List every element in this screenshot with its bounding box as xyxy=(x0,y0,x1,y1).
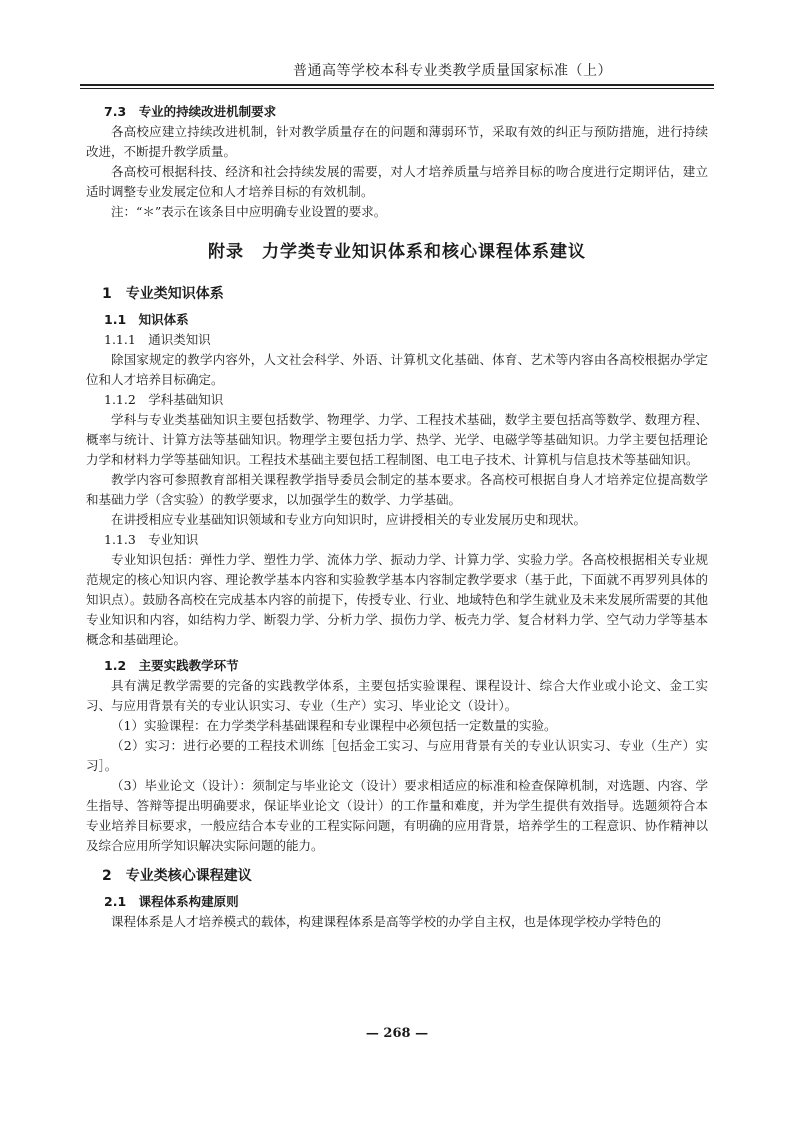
paragraph: 各高校应建立持续改进机制，针对教学质量存在的问题和薄弱环节，采取有效的纠正与预防措施，进行持续改进，不断提升教学质量。 xyxy=(86,124,708,159)
paragraph: 专业知识包括：弹性力学、塑性力学、流体力学、振动力学、计算力学、实验力学。各高校根据相关专业规范规定的核心知识内容、理论教学基本内容和实验教学基本内容制定教学要求（基于此，下面就不再罗列具体的知识点）。鼓励各高校在完成基本内容的前提下，传授专业、行业、地域特色和学生就业及未来发展所需要的其他专业知识和内容，如结构力学、断裂力学、分析力学、损伤力学、板壳力学、复合材料力学、空气动力学等基本概念和基础理论。 xyxy=(86,552,708,647)
page-body xyxy=(86,96,708,932)
paragraph: 除国家规定的教学内容外，人文社会科学、外语、计算机文化基础、体育、艺术等内容由各高校根据办学定位和人才培养目标确定。 xyxy=(86,352,708,387)
paragraph: 具有满足教学需要的完备的实践教学体系，主要包括实验课程、课程设计、综合大作业或小论文、金工实习、与应用背景有关的专业认识实习、专业（生产）实习、毕业论文（设计）。 xyxy=(86,678,708,713)
running-header: 普通高等学校本科专业类教学质量国家标准（上） xyxy=(293,63,612,79)
list-item: （2）实习：进行必要的工程技术训练［包括金工实习、与应用背景有关的专业认识实习、专业（生产）实习］。 xyxy=(86,738,708,773)
appendix-title: 附录 力学类专业知识体系和核心课程体系建议 xyxy=(208,242,586,262)
section-heading-1-1-2: 1.1.2 学科基础知识 xyxy=(104,392,224,407)
section-heading-1-1-1: 1.1.1 通识类知识 xyxy=(104,332,211,347)
section-heading-2: 2 专业类核心课程建议 xyxy=(102,868,252,884)
header-rule-thin xyxy=(80,88,714,89)
note: 注：“＊”表示在该条目中应明确专业设置的要求。 xyxy=(111,204,387,219)
section-heading-7-3: 7.3 专业的持续改进机制要求 xyxy=(104,104,277,119)
paragraph: 学科与专业类基础知识主要包括数学、物理学、力学、工程技术基础，数学主要包括高等数学、数理方程、概率与统计、计算方法等基础知识。物理学主要包括力学、热学、光学、电磁学等基础知识。力学主要包括理论力学和材料力学等基础知识。工程技术基础主要包括工程制图、电工电子技术、计算机与信息技术等基础知识。 xyxy=(86,412,708,467)
paragraph: 各高校可根据科技、经济和社会持续发展的需要，对人才培养质量与培养目标的吻合度进行定期评估，建立适时调整专业发展定位和人才培养目标的有效机制。 xyxy=(86,164,708,199)
header-rule xyxy=(80,84,714,86)
section-heading-1-1: 1.1 知识体系 xyxy=(104,312,189,327)
section-heading-1: 1 专业类知识体系 xyxy=(102,286,224,302)
list-item: （1）实验课程：在力学类学科基础课程和专业课程中必须包括一定数量的实验。 xyxy=(111,718,557,733)
section-heading-1-2: 1.2 主要实践教学环节 xyxy=(104,658,239,673)
section-heading-1-1-3: 1.1.3 专业知识 xyxy=(104,532,199,547)
paragraph: 课程体系是人才培养模式的载体，构建课程体系是高等学校的办学自主权，也是体现学校办学特色的 xyxy=(111,914,662,929)
section-heading-2-1: 2.1 课程体系构建原则 xyxy=(104,894,239,909)
paragraph: 在讲授相应专业基础知识领域和专业方向知识时，应讲授相关的专业发展历史和现状。 xyxy=(111,512,587,527)
paragraph: 教学内容可参照教育部相关课程教学指导委员会制定的基本要求。各高校可根据自身人才培养定位提高数学和基础力学（含实验）的教学要求，以加强学生的数学、力学基础。 xyxy=(86,472,708,507)
page-number: — 268 — xyxy=(365,1026,429,1041)
list-item: （3）毕业论文（设计）：须制定与毕业论文（设计）要求相适应的标准和检查保障机制，对选题、内容、学生指导、答辩等提出明确要求，保证毕业论文（设计）的工作量和难度，并为学生提供有效指导。选题须符合本专业培养目标要求，一般应结合本专业的工程实际问题，有明确的应用背景，培养学生的工程意识、协作精神以及综合应用所学知识解决实际问题的能力。 xyxy=(86,778,708,853)
